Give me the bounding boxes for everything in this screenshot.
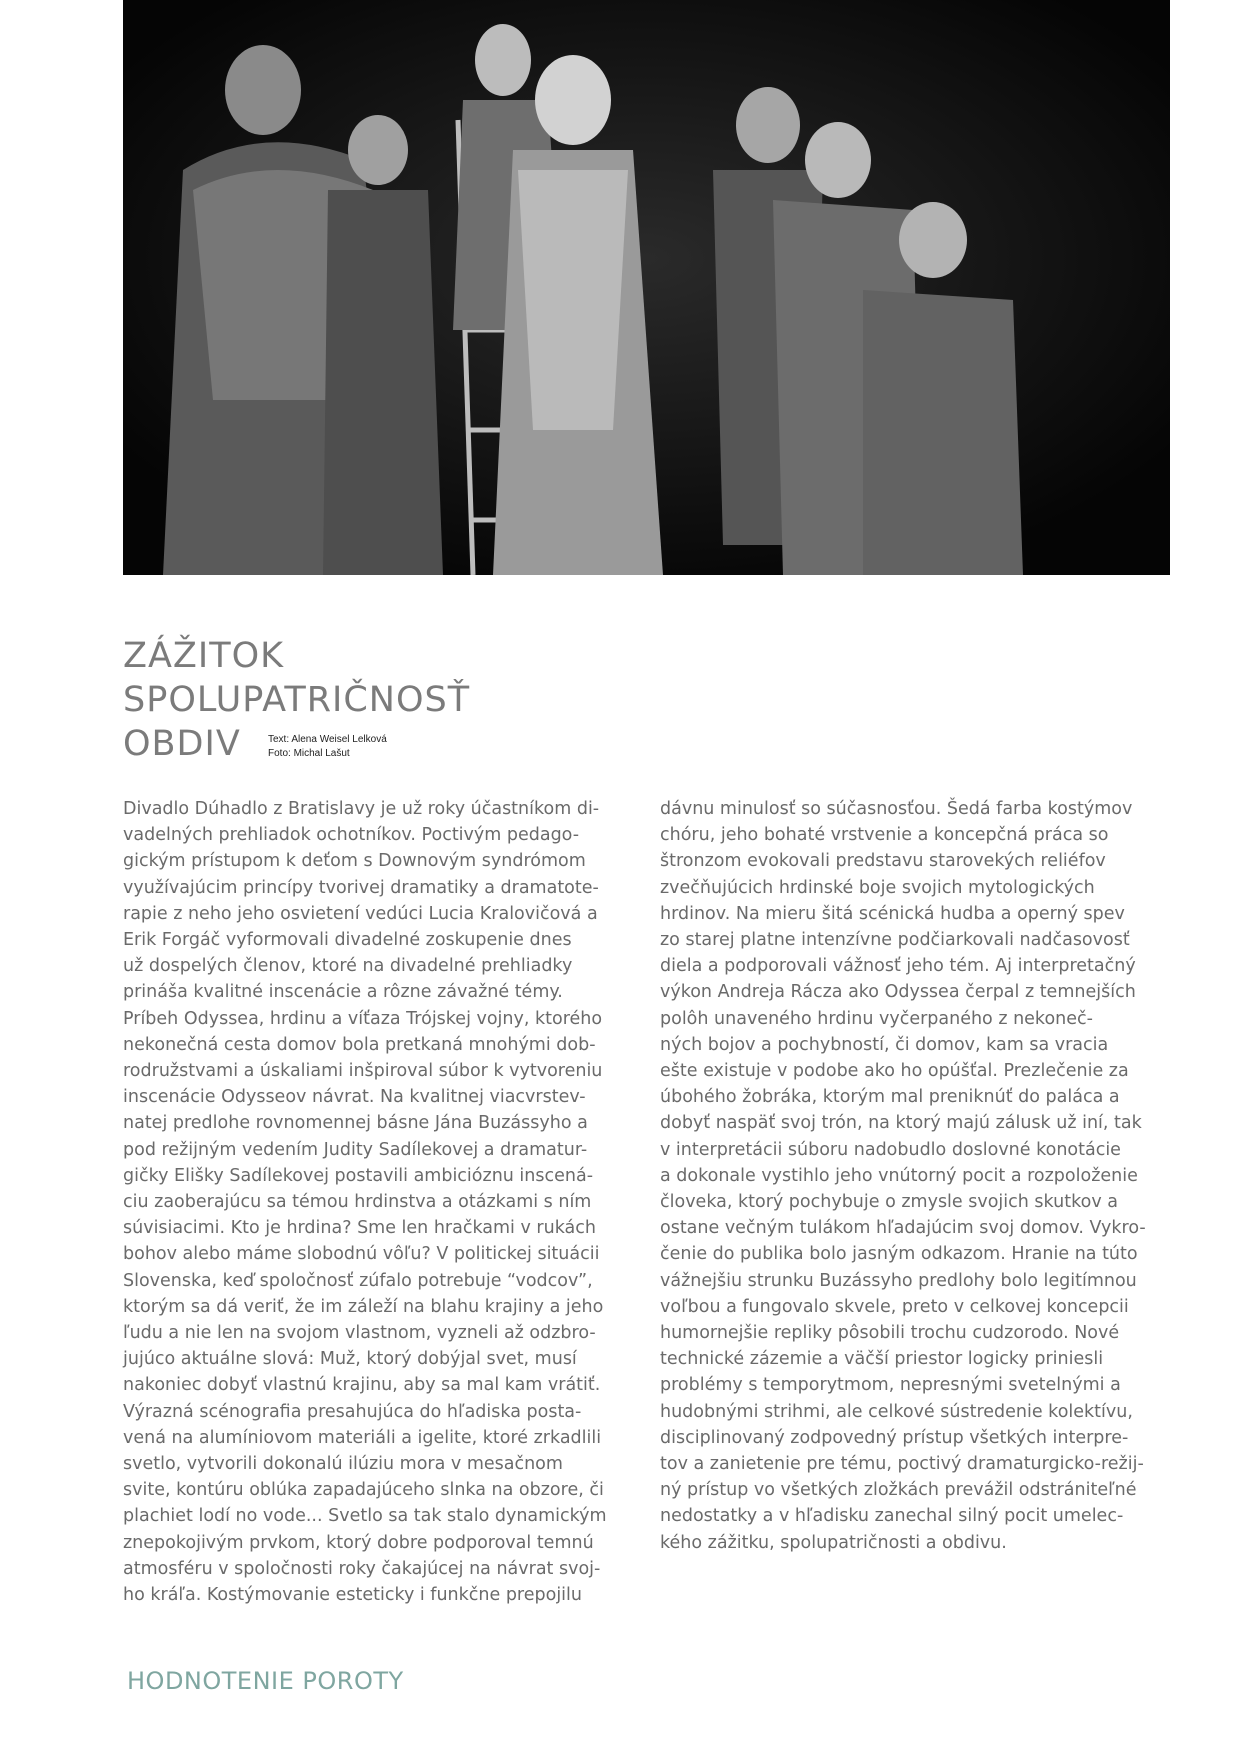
article-line: Príbeh Odyssea, hrdinu a víťaza Trójskej vojny, ktorého	[123, 1008, 603, 1029]
title-line-3: OBDIV	[123, 724, 241, 764]
article-credits	[268, 733, 387, 761]
article-line: ešte existuje v podobe ako ho opúšťal. Prezlečenie za	[660, 1061, 1129, 1082]
article-line: ných bojov a pochybností, či domov, kam sa vracia	[660, 1034, 1109, 1055]
article-line: voľbou a fungovalo skvele, preto v celkovej koncepcii	[660, 1296, 1129, 1317]
article-line: svite, kontúru oblúka zapadajúceho slnka na obzore, či	[123, 1480, 604, 1501]
article-line: tov a zanietenie pre tému, poctivý dramaturgicko-režij-	[660, 1454, 1144, 1475]
section-footer: HODNOTENIE POROTY	[127, 1667, 404, 1695]
article-line: úbohého žobráka, ktorým mal preniknúť do paláca a	[660, 1087, 1120, 1108]
article-line: inscenácie Odysseov návrat. Na kvalitnej viacvrstev-	[123, 1087, 586, 1108]
article-line: chóru, jeho bohaté vrstvenie a koncepčná práca so	[660, 825, 1109, 846]
title-line-1: ZÁŽITOK	[123, 636, 285, 676]
article-line: Erik Forgáč vyformovali divadelné zoskupenie dnes	[123, 930, 572, 951]
article-column-right	[660, 796, 1160, 1556]
article-line: hudobnými strihmi, ale celkové sústredenie kolektívu,	[660, 1401, 1133, 1422]
article-line: humornejšie repliky pôsobili trochu cudzorodo. Nové	[660, 1323, 1120, 1344]
article-line: diela a podporovali vážnosť jeho tém. Aj interpretačný	[660, 956, 1136, 977]
article-line: ný prístup vo všetkých zložkách prevážil odstrániteľné	[660, 1480, 1137, 1501]
article-line: gickým prístupom k deťom s Downovým syndrómom	[123, 851, 586, 872]
article-line: problémy s temporytmom, nepresnými svetelnými a	[660, 1375, 1121, 1396]
article-line: technické zázemie a väčší priestor logicky priniesli	[660, 1349, 1104, 1370]
article-line: ho kráľa. Kostýmovanie esteticky i funkčne prepojilu	[123, 1585, 582, 1606]
author-credit: Text: Alena Weisel Lelková	[268, 734, 387, 745]
article-line: vená na alumíniovom materiáli a igelite, ktoré zrkadlili	[123, 1427, 602, 1448]
article-line: polôh unaveného hrdinu vyčerpaného z nekoneč-	[660, 1008, 1093, 1029]
article-line: zvečňujúcich hrdinské boje svojich mytologických	[660, 877, 1095, 898]
article-line: prináša kvalitné inscenácie a rôzne závažné témy.	[123, 982, 563, 1003]
article-line: Výrazná scénografia presahujúca do hľadiska posta-	[123, 1401, 582, 1422]
article-line: ktorým sa dá veriť, že im záleží na blahu krajiny a jeho	[123, 1296, 604, 1317]
article-line: rapie z neho jeho osvietení vedúci Lucia Kralovičová a	[123, 903, 598, 924]
article-line: svetlo, vytvorili dokonalú ilúziu mora v mesačnom	[123, 1454, 563, 1475]
article-line: vážnejšiu strunku Buzássyho predlohy bolo legitímnou	[660, 1270, 1137, 1291]
article-line: človeka, ktorý pochybuje o zmysle svojich skutkov a	[660, 1192, 1118, 1213]
article-line: natej predlohe rovnomennej básne Jána Buzássyho a	[123, 1113, 588, 1134]
article-line: jujúco aktuálne slová: Muž, ktorý dobýjal svet, musí	[123, 1349, 577, 1370]
article-line: zo starej platne intenzívne podčiarkovali nadčasovosť	[660, 930, 1130, 951]
article-line: rodružstvami a úskaliami inšpiroval súbor k vytvoreniu	[123, 1061, 603, 1082]
article-line: Slovenska, keď spoločnosť zúfalo potrebuje “vodcov”,	[123, 1270, 593, 1291]
article-line: dávnu minulosť so súčasnosťou. Šedá farba kostýmov	[660, 799, 1133, 819]
article-line: dobyť naspäť svoj trón, na ktorý majú zálusk už iní, tak	[660, 1113, 1142, 1134]
article-line: už dospelých členov, ktoré na divadelné prehliadky	[123, 956, 573, 977]
article-line: súvisiacimi. Kto je hrdina? Sme len hračkami v rukách	[123, 1218, 596, 1239]
article-line: a dokonale vystihlo jeho vnútorný pocit a rozpoloženie	[660, 1165, 1138, 1186]
article-line: ostane večným tulákom hľadajúcim svoj domov. Vykro-	[660, 1218, 1146, 1239]
article-line: gičky Elišky Sadílekovej postavili ambicióznu inscená-	[123, 1165, 594, 1186]
article-line: využívajúcim princípy tvorivej dramatiky a dramatote-	[123, 877, 599, 898]
article-column-left	[123, 796, 623, 1608]
article-line: znepokojivým prvkom, ktorý dobre podporoval temnú	[123, 1532, 594, 1553]
article-line: výkon Andreja Rácza ako Odyssea čerpal z temnejších	[660, 982, 1136, 1003]
title-line-2: SPOLUPATRIČNOSŤ	[123, 680, 471, 720]
article-line: Divadlo Dúhadlo z Bratislavy je už roky účastníkom di-	[123, 799, 600, 819]
stage-photo-illustration	[123, 0, 1170, 575]
stage-photo	[123, 0, 1170, 575]
article-line: ciu zaoberajúcu sa témou hrdinstva a otázkami s ním	[123, 1192, 592, 1213]
photo-credit: Foto: Michal Lašut	[268, 748, 350, 759]
article-line: hrdinov. Na mieru šitá scénická hudba a operný spev	[660, 903, 1125, 924]
article-line: nakoniec dobyť vlastnú krajinu, aby sa mal kam vrátiť.	[123, 1375, 601, 1396]
article-line: vadelných prehliadok ochotníkov. Poctivým pedago-	[123, 825, 580, 846]
article-line: plachiet lodí no vode... Svetlo sa tak stalo dynamickým	[123, 1506, 607, 1527]
article-line: pod režijným vedením Judity Sadílekovej a dramatur-	[123, 1139, 588, 1160]
article-line: disciplinovaný zodpovedný prístup všetkých interpre-	[660, 1427, 1129, 1448]
article-line: nekonečná cesta domov bola pretkaná mnohými dob-	[123, 1034, 596, 1055]
article-line: ľudu a nie len na svojom vlastnom, vyzneli až odzbro-	[123, 1323, 596, 1344]
article-line: v interpretácii súboru nadobudlo doslovné konotácie	[660, 1139, 1121, 1160]
article-line: kého zážitku, spolupatričnosti a obdivu.	[660, 1532, 1007, 1553]
article-line: bohov alebo máme slobodnú vôľu? V politickej situácii	[123, 1244, 600, 1265]
article-line: štronzom evokovali predstavu starovekých reliéfov	[660, 851, 1106, 872]
article-line: atmosféru v spoločnosti roky čakajúcej na návrat svoj-	[123, 1558, 601, 1579]
article-line: čenie do publika bolo jasným odkazom. Hranie na túto	[660, 1244, 1138, 1265]
article-line: nedostatky a v hľadisku zanechal silný pocit umelec-	[660, 1506, 1124, 1527]
